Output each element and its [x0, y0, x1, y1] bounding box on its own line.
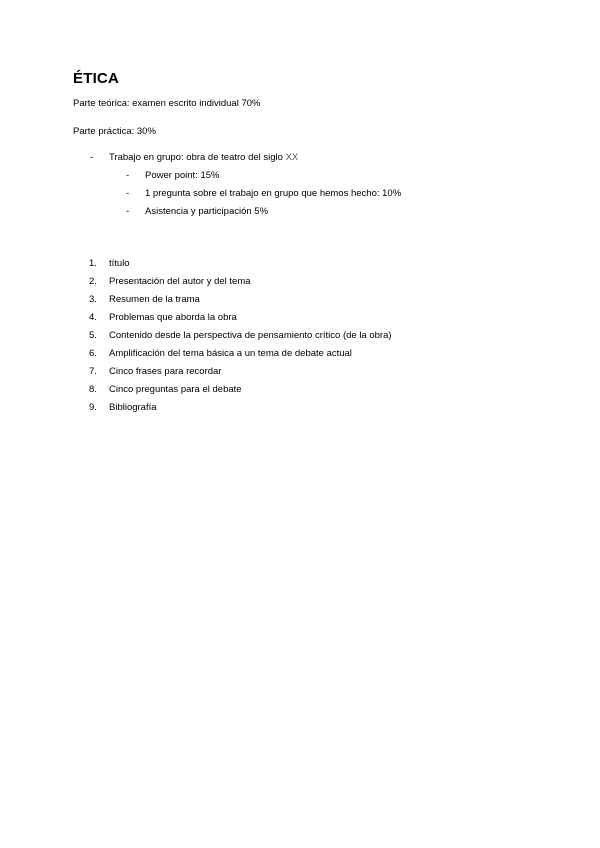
sub-bullet-item	[126, 188, 456, 202]
sub-bullet-marker: -	[126, 206, 130, 217]
item-text: Contenido desde la perspectiva de pensamiento crítico (de la obra)	[109, 330, 392, 341]
item-number: 1.	[89, 258, 97, 269]
item-text: Resumen de la trama	[109, 294, 200, 305]
sub-bullet-marker: -	[126, 170, 130, 181]
item-number: 9.	[89, 402, 97, 413]
item-number: 6.	[89, 348, 97, 359]
item-number: 4.	[89, 312, 97, 323]
item-text: Cinco preguntas para el debate	[109, 384, 242, 395]
bullet-suffix: XX	[285, 152, 299, 163]
item-text: Presentación del autor y del tema	[109, 276, 251, 287]
sub-bullet-text: 1 pregunta sobre el trabajo en grupo que hemos hecho: 10%	[145, 188, 402, 199]
parte-teorica-line: Parte teórica: examen escrito individual 70%	[73, 98, 261, 109]
item-number: 7.	[89, 366, 97, 377]
item-number: 2.	[89, 276, 97, 287]
sub-bullet-text: Power point: 15%	[145, 170, 220, 181]
parte-practica-line: Parte práctica: 30%	[73, 126, 156, 137]
item-text: Cinco frases para recordar	[109, 366, 222, 377]
item-text: Amplificación del tema básica a un tema de debate actual	[109, 348, 352, 359]
bullet-text: Trabajo en grupo: obra de teatro del siglo	[109, 152, 283, 163]
sub-bullet-text: Asistencia y participación 5%	[145, 206, 269, 217]
item-text: Problemas que aborda la obra	[109, 312, 237, 323]
item-number: 5.	[89, 330, 97, 341]
item-number: 8.	[89, 384, 97, 395]
sub-bullet-marker: -	[126, 188, 130, 199]
item-number: 3.	[89, 294, 97, 305]
bullet-item-trabajo	[90, 152, 390, 166]
sub-bullet-item	[126, 170, 456, 184]
item-text: Bibliografía	[109, 402, 157, 413]
sub-bullet-item	[126, 206, 456, 220]
document-title: ÉTICA	[73, 70, 119, 87]
item-text: título	[109, 258, 130, 269]
bullet-marker: -	[90, 152, 94, 163]
